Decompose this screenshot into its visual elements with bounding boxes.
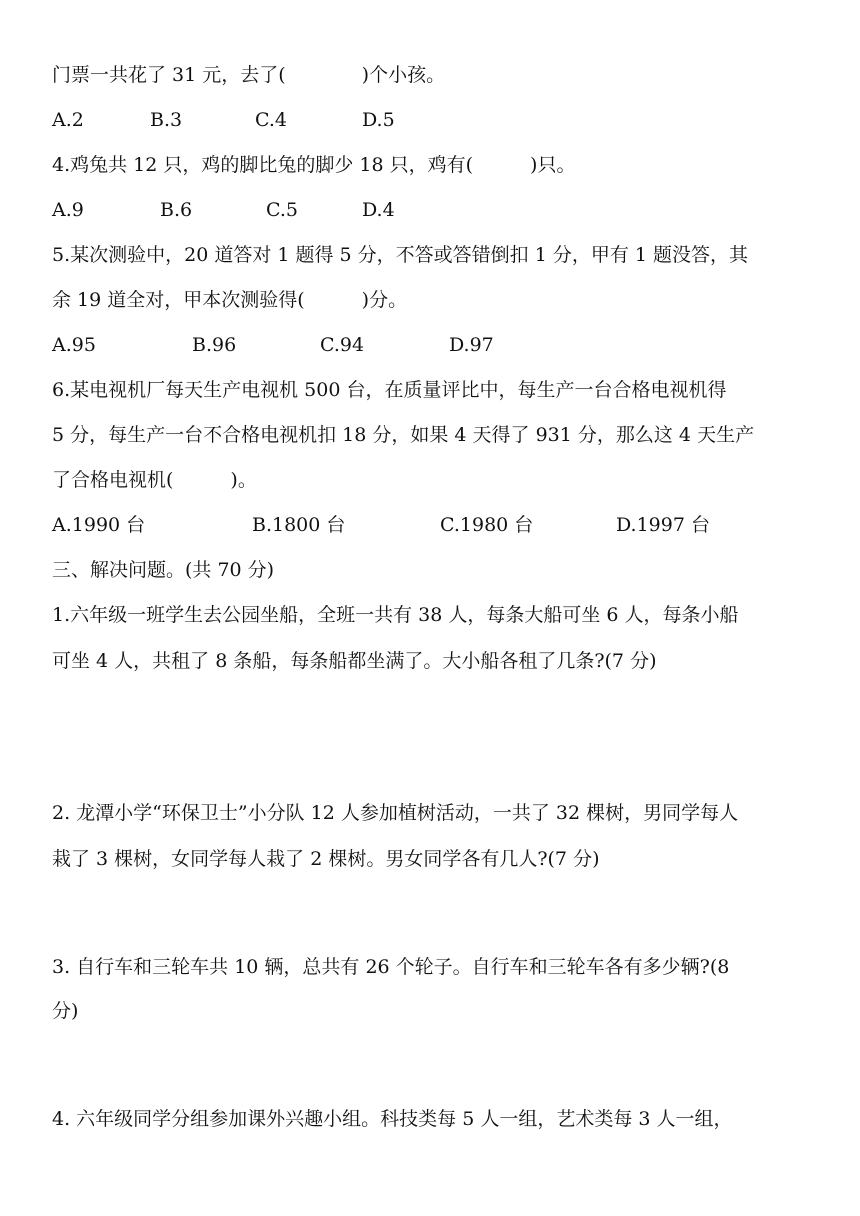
q4-option-a: A.9 [52,199,84,221]
q6-line-1: 6.某电视机厂每天生产电视机 500 台，在质量评比中，每生产一台合格电视机得 [52,379,727,401]
q6-option-b: B.1800 台 [252,514,346,536]
q3-tail: 门票一共花了 31 元，去了( )个小孩。 [52,64,446,86]
problem-2-line-1: 2. 龙潭小学“环保卫士”小分队 12 人参加植树活动，一共了 32 棵树，男同学每人 [52,802,739,824]
q3-option-b: B.3 [150,109,183,131]
q6-option-a: A.1990 台 [52,514,146,536]
q5-option-b: B.96 [192,334,237,356]
problem-4-line-1: 4. 六年级同学分组参加课外兴趣小组。科技类每 5 人一组，艺术类每 3 人一组， [52,1108,733,1130]
q3-option-a: A.2 [52,109,84,131]
problem-2-line-2: 栽了 3 棵树，女同学每人栽了 2 棵树。男女同学各有几人?(7 分) [52,848,600,870]
q5-option-d: D.97 [449,334,494,356]
section-3-title: 三、解决问题。(共 70 分) [52,559,275,581]
problem-3-line-2: 分) [52,1000,79,1022]
q6-line-3: 了合格电视机( )。 [52,469,257,491]
q5-option-a: A.95 [52,334,96,356]
q5-line-1: 5.某次测验中，20 道答对 1 题得 5 分，不答或答错倒扣 1 分，甲有 1 题没答，其 [52,244,749,266]
q4-option-c: C.5 [266,199,298,221]
q4-option-b: B.6 [160,199,193,221]
q3-option-c: C.4 [255,109,287,131]
q6-line-2: 5 分，每生产一台不合格电视机扣 18 分，如果 4 天得了 931 分，那么这 4 天生产 [52,424,755,446]
q3-option-d: D.5 [362,109,395,131]
q4-option-d: D.4 [362,199,395,221]
problem-1-line-1: 1.六年级一班学生去公园坐船，全班一共有 38 人，每条大船可坐 6 人，每条小船 [52,604,739,626]
q5-line-2: 余 19 道全对，甲本次测验得( )分。 [52,289,408,311]
q5-option-c: C.94 [320,334,365,356]
q6-option-d: D.1997 台 [616,514,710,536]
q6-option-c: C.1980 台 [440,514,534,536]
q4-text: 4.鸡兔共 12 只，鸡的脚比兔的脚少 18 只，鸡有( )只。 [52,154,576,176]
problem-1-line-2: 可坐 4 人，共租了 8 条船，每条船都坐满了。大小船各租了几条?(7 分) [52,650,657,672]
problem-3-line-1: 3. 自行车和三轮车共 10 辆，总共有 26 个轮子。自行车和三轮车各有多少辆?(8 [52,956,730,978]
